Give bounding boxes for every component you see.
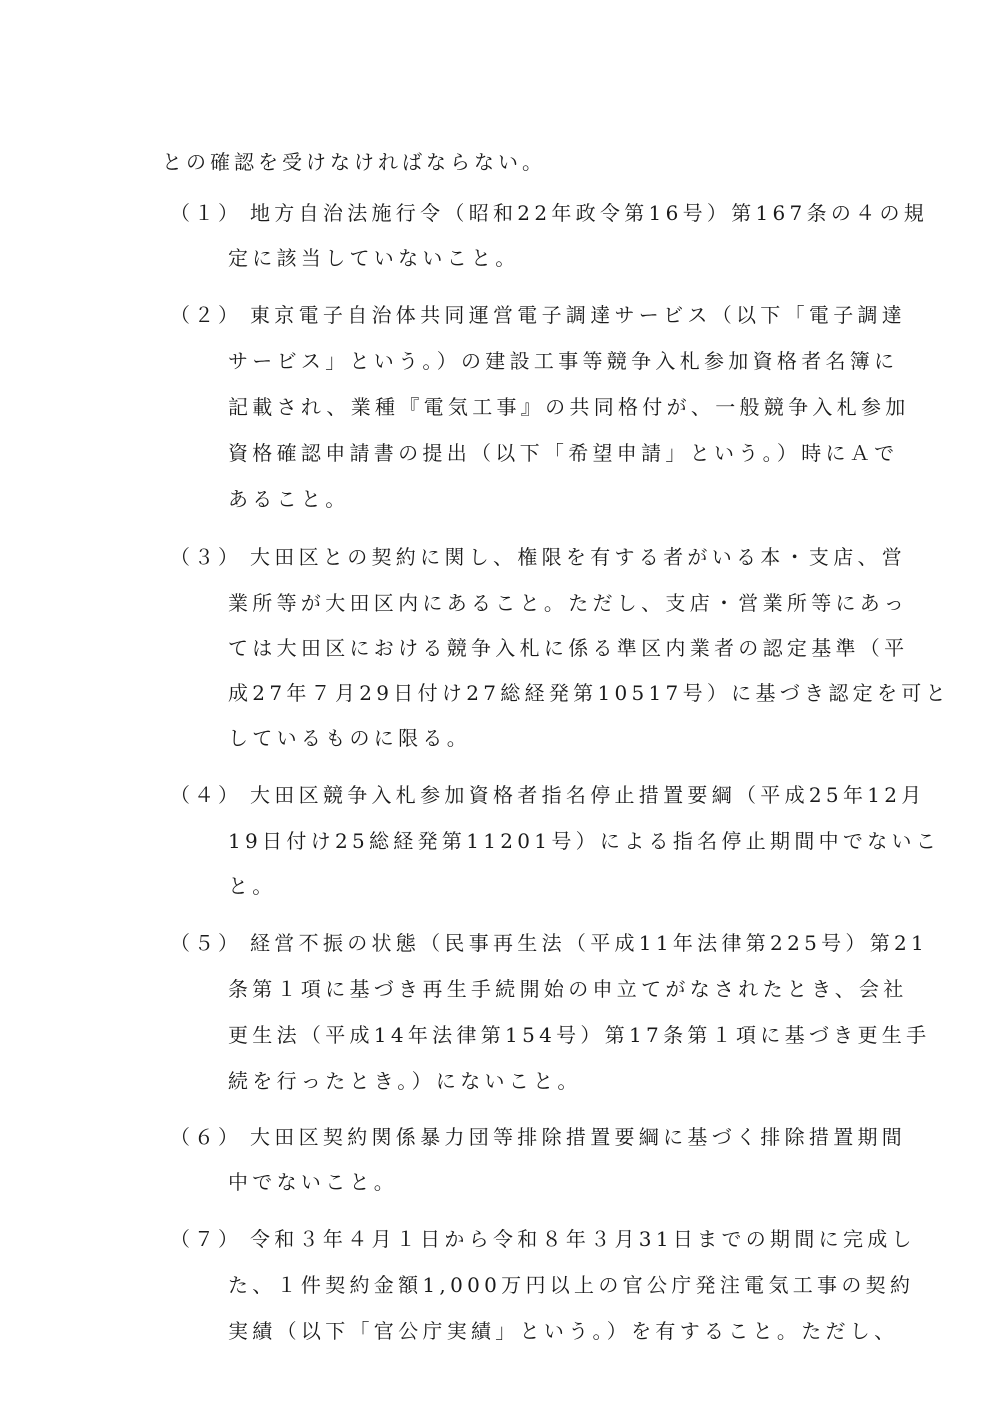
item-number-1: （１） bbox=[170, 201, 242, 225]
item-2-line-4: 資格確認申請書の提出（以下「希望申請」という。）時にＡで bbox=[228, 441, 899, 465]
item-4-line-2: 19日付け25総経発第11201号）による指名停止期間中でないこ bbox=[228, 829, 941, 853]
item-number-4: （４） bbox=[170, 783, 242, 807]
item-5-line-3: 更生法（平成14年法律第154号）第17条第１項に基づき更生手 bbox=[228, 1023, 931, 1047]
item-3-line-2: 業所等が大田区内にあること。ただし、支店・営業所等にあっ bbox=[228, 591, 909, 615]
item-5-line-4: 続を行ったとき。）にないこと。 bbox=[228, 1069, 582, 1093]
item-7-line-1: 令和３年４月１日から令和８年３月31日までの期間に完成し bbox=[250, 1227, 916, 1251]
item-6-line-1: 大田区契約関係暴力団等排除措置要綱に基づく排除措置期間 bbox=[250, 1125, 907, 1149]
item-3-line-3: ては大田区における競争入札に係る準区内業者の認定基準（平 bbox=[228, 636, 909, 660]
item-1-line-1: 地方自治法施行令（昭和22年政令第16号）第167条の４の規 bbox=[250, 201, 929, 225]
item-5-line-1: 経営不振の状態（民事再生法（平成11年法律第225号）第21 bbox=[250, 931, 929, 955]
item-4-line-3: と。 bbox=[228, 874, 277, 898]
item-number-7: （７） bbox=[170, 1227, 242, 1251]
intro-text: との確認を受けなければならない。 bbox=[162, 150, 546, 174]
item-1-line-2: 定に該当していないこと。 bbox=[228, 246, 520, 270]
item-4-line-1: 大田区競争入札参加資格者指名停止措置要綱（平成25年12月 bbox=[250, 783, 926, 807]
item-3-line-1: 大田区との契約に関し、権限を有する者がいる本・支店、営 bbox=[250, 545, 907, 569]
item-7-line-2: た、１件契約金額1,000万円以上の官公庁発注電気工事の契約 bbox=[228, 1273, 915, 1297]
item-3-line-5: しているものに限る。 bbox=[228, 726, 471, 750]
item-number-2: （２） bbox=[170, 303, 242, 327]
item-2-line-1: 東京電子自治体共同運営電子調達サービス（以下「電子調達 bbox=[250, 303, 907, 327]
item-2-line-2: サービス」という。）の建設工事等競争入札参加資格者名簿に bbox=[228, 349, 899, 373]
item-number-3: （３） bbox=[170, 545, 242, 569]
item-3-line-4: 成27年７月29日付け27総経発第10517号）に基づき認定を可と bbox=[228, 681, 950, 705]
item-7-line-3: 実績（以下「官公庁実績」という。）を有すること。ただし、 bbox=[228, 1319, 899, 1343]
item-2-line-5: あること。 bbox=[228, 487, 350, 511]
item-5-line-2: 条第１項に基づき再生手続開始の申立てがなされたとき、会社 bbox=[228, 977, 908, 1001]
item-number-6: （６） bbox=[170, 1125, 242, 1149]
item-number-5: （５） bbox=[170, 931, 242, 955]
item-2-line-3: 記載され、業種『電気工事』の共同格付が、一般競争入札参加 bbox=[228, 395, 910, 419]
item-6-line-2: 中でないこと。 bbox=[228, 1170, 399, 1194]
